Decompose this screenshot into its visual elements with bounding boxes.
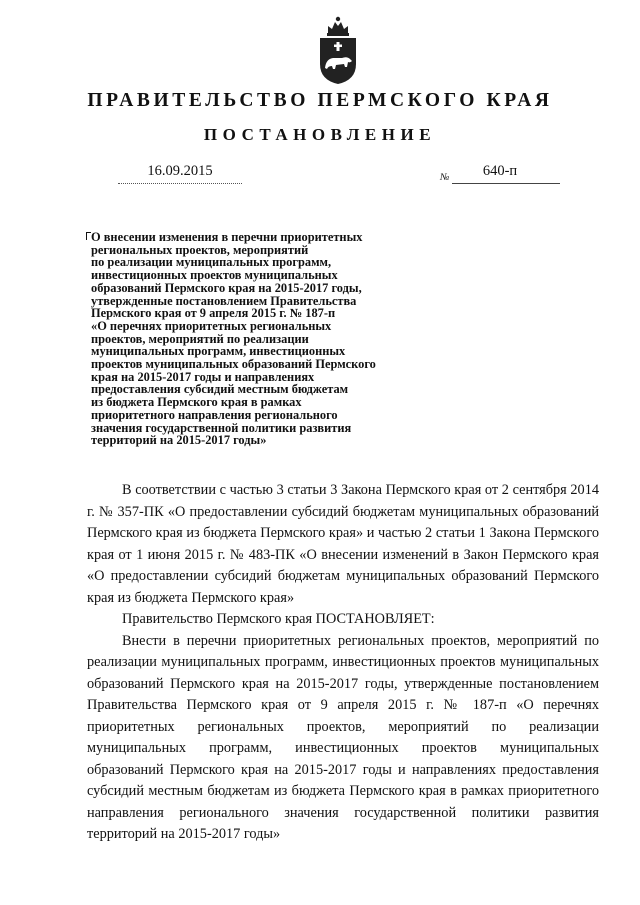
subject-line: приоритетного направления регионального <box>91 407 338 422</box>
subject-line: инвестиционных проектов муниципальных <box>91 268 338 283</box>
amendment-paragraph: Внести в перечни приоритетных региональных проектов, мероприятий по реализации муниципальных программ, инвестиционных проектов муниципальных образований Пермского края на 2015-2017 годы, утвержденные постановлением Правительства Пермского края от 9 апреля 2015 г. № 187-п «О перечнях приоритетных региональных проектов, мероприятий по реализации муниципальных программ, инвестиционных проектов муниципальных образований Пермского края на 2015-2017 годы и направлениях предоставления субсидий местным бюджетам из бюджета Пермского края в рамках приоритетного направления регионального значения государственной политики развития территорий на 2015-2017 годы» <box>87 632 599 842</box>
document-number: 640-п <box>482 163 518 179</box>
document-date-field <box>118 163 242 187</box>
document-body <box>87 480 599 846</box>
document-subject <box>91 231 451 447</box>
subject-line: Пермского края от 9 апреля 2015 г. № 187-п <box>91 306 336 321</box>
subject-line: образований Пермского края на 2015-2017 годы, <box>91 280 362 295</box>
number-underline <box>452 183 560 184</box>
subject-line: проектов муниципальных образований Пермского <box>91 357 376 372</box>
subject-line: края на 2015-2017 годы и направлениях <box>91 369 315 384</box>
subject-line: муниципальных программ, инвестиционных <box>91 344 346 359</box>
preamble-paragraph: В соответствии с частью 3 статьи 3 Закона Пермского края от 2 сентября 2014 г. № 357-ПК «О предоставлении субсидий бюджетам муниципальных образований Пермского края из бюджета Пермского края» и частью 2 статьи 1 Закона Пермского края от 1 июня 2015 г. № 483-ПК «О внесении изменений в Закон Пермского края «О предоставлении субсидий бюджетам муниципальных образований Пермского края из бюджета Пермского края» <box>87 482 599 606</box>
subject-line: предоставления субсидий местным бюджетам <box>91 382 349 397</box>
date-underline <box>118 183 242 184</box>
subject-line: по реализации муниципальных программ, <box>91 255 332 270</box>
document-date: 16.09.2015 <box>147 163 213 179</box>
subject-line: О внесении изменения в перечни приоритетных <box>91 230 363 244</box>
subject-line: из бюджета Пермского края в рамках <box>91 395 302 410</box>
subject-line: утвержденные постановлением Правительства <box>91 293 357 308</box>
subject-line: территорий на 2015-2017 годы» <box>91 433 267 448</box>
coat-of-arms-icon <box>316 14 360 86</box>
number-label: № <box>440 172 450 183</box>
document-number-field <box>452 163 560 187</box>
government-title: ПРАВИТЕЛЬСТВО ПЕРМСКОГО КРАЯ <box>87 90 553 111</box>
subject-line: проектов, мероприятий по реализации <box>91 331 309 346</box>
resolution-paragraph: Правительство Пермского края ПОСТАНОВЛЯЕТ: <box>122 611 435 627</box>
subject-line: значения государственной политики развития <box>91 420 352 435</box>
subject-line: «О перечнях приоритетных региональных <box>91 318 332 333</box>
document-type: ПОСТАНОВЛЕНИЕ <box>203 125 437 144</box>
subject-line: региональных проектов, мероприятий <box>91 242 309 257</box>
